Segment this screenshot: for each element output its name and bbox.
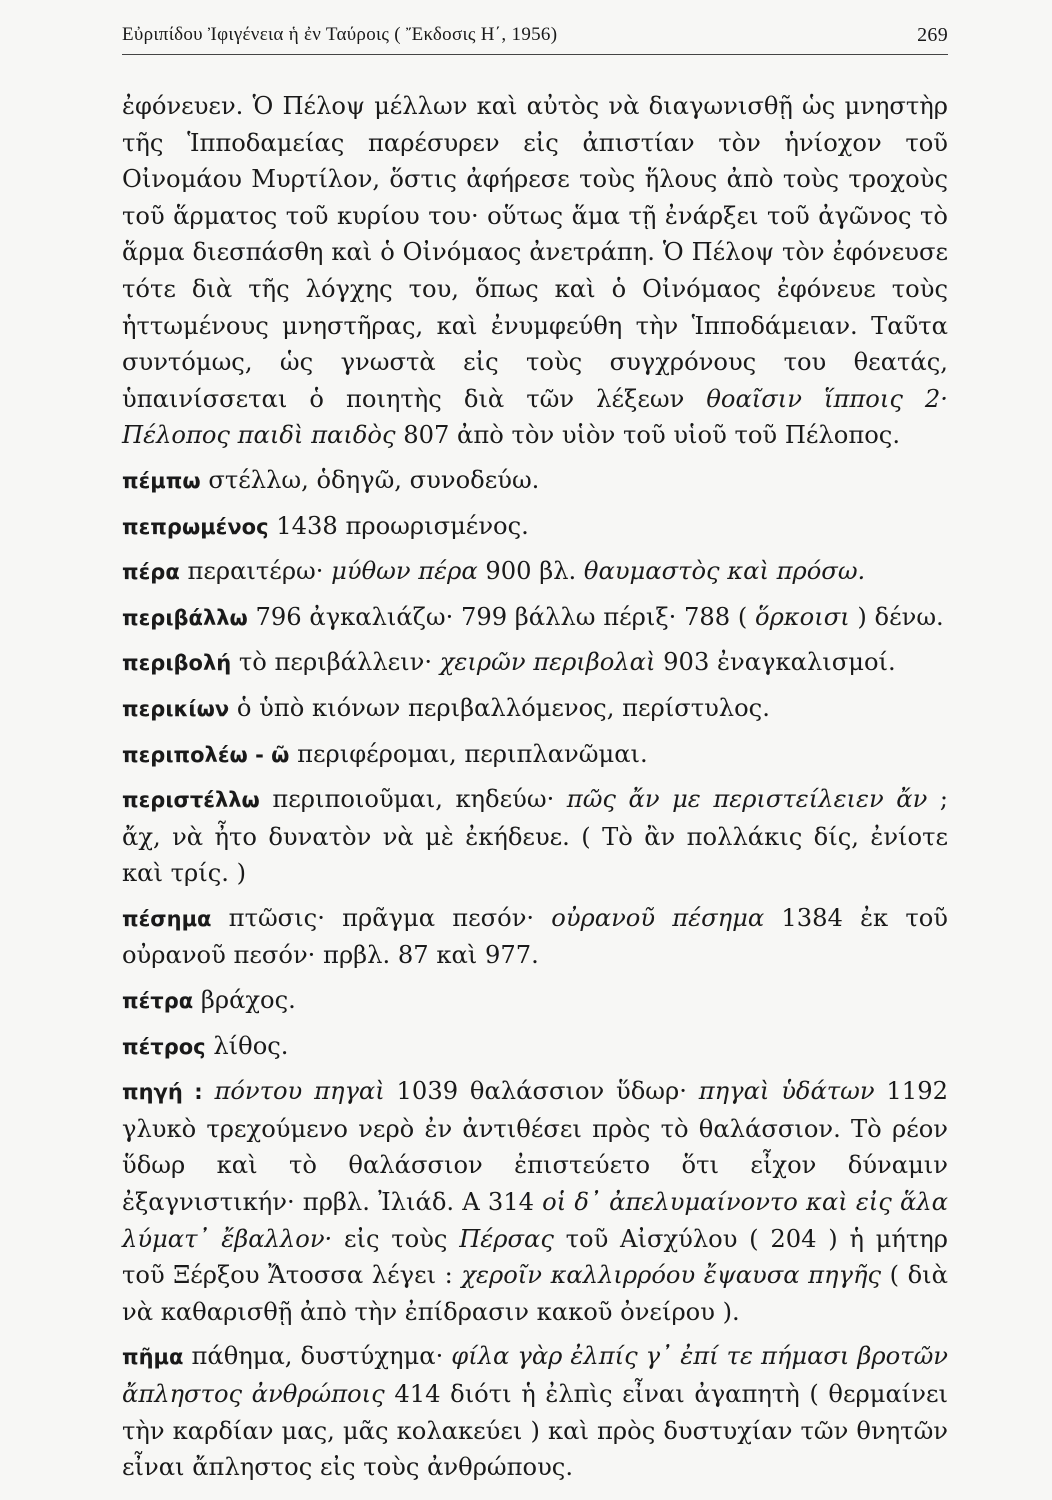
- header-rule: [122, 54, 948, 55]
- entry-pima: πῆμα πάθημα, δυστύχημα· φίλα γὰρ ἐλπίς γ᾽ ἐπί τε πήμασι βροτῶν ἄπληστος ἀνθρώποις 414 διότι ἡ ἐλπὶς εἶναι ἀγαπητὴ ( θερμαίνει τὴν καρδίαν μας, μᾶς κολακεύει ) καὶ πρὸς δυστυχίαν τῶν θνητῶν εἶναι ἄπληστος εἰς τοὺς ἀνθρώπους.: [122, 1342, 948, 1482]
- running-title: Εὐριπίδου Ἰφιγένεια ἡ ἐν Ταύροις ( Ἔκδοσις Η΄, 1956): [122, 24, 558, 45]
- entry-pesima: πέσημα πτῶσις· πρᾶγμα πεσόν· οὐρανοῦ πέσημα 1384 ἐκ τοῦ οὐρανοῦ πεσόν· πρβλ. 87 καὶ 977.: [122, 903, 948, 970]
- headword: πηγή :: [122, 1080, 203, 1105]
- intro-paragraph: ἐφόνευεν. Ὁ Πέλοψ μέλλων καὶ αὐτὸς νὰ διαγωνισθῇ ὡς μνηστὴρ τῆς Ἱπποδαμείας παρέσυρεν εἰς ἀπιστίαν τὸν ἡνίοχον τοῦ Οἰνομάου Μυρτίλον, ὅστις ἀφήρεσε τοὺς ἥλους ἀπὸ τοὺς τροχοὺς τοῦ ἅρματος τοῦ κυρίου του· οὕτως ἅμα τῇ ἐνάρξει τοῦ ἀγῶνος τὸ ἅρμα διεσπάσθη καὶ ὁ Οἰνόμαος ἀνετράπη. Ὁ Πέλοψ τὸν ἐφόνευσε τότε διὰ τῆς λόγχης του, ὅπως καὶ ὁ Οἰνόμαος ἐφόνευε τοὺς ἡττωμένους μνηστῆρας, καὶ ἐνυμφεύθη τὴν Ἱπποδάμειαν. Ταῦτα συντόμως, ὡς γνωστὰ εἰς τοὺς συγχρόνους του θεατάς, ὑπαινίσσεται ὁ ποιητὴς διὰ τῶν λέξεων θοαῖσιν ἵπποις 2· Πέλοπος παιδὶ παιδὸς 807 ἀπὸ τὸν υἱὸν τοῦ υἱοῦ τοῦ Πέλοπος.: [122, 92, 948, 450]
- headword: περιπολέω - ῶ: [122, 742, 290, 767]
- headword: περικίων: [122, 696, 230, 721]
- headword: πέτρα: [122, 989, 194, 1014]
- headword: πεπρωμένος: [122, 514, 269, 539]
- entry-pepromenos: πεπρωμένος 1438 προωρισμένος.: [122, 511, 529, 540]
- page-number: 269: [917, 23, 948, 46]
- headword: περιστέλλω: [122, 788, 260, 813]
- headword: περιβάλλω: [122, 605, 248, 630]
- entry-perikion: περικίων ὁ ὑπὸ κιόνων περιβαλλόμενος, περίστυλος.: [122, 693, 770, 722]
- entry-petros: πέτρος λίθος.: [122, 1031, 289, 1060]
- entry-peristello: περιστέλλω περιποιοῦμαι, κηδεύω· πῶς ἄν με περιστείλειεν ἄν ; ἄχ, νὰ ἦτο δυνατὸν νὰ μὲ ἐκήδευε. ( Τὸ ἂν πολλάκις δίς, ἐνίοτε καὶ τρίς. ): [122, 785, 948, 888]
- entry-pigi: πηγή : πόντου πηγαὶ 1039 θαλάσσιον ὕδωρ· πηγαὶ ὑδάτων 1192 γλυκὸ τρεχούμενο νερὸ ἐν ἀντιθέσει πρὸς τὸ θαλάσσιον. Τὸ ρέον ὕδωρ καὶ τὸ θαλάσσιον ἐπιστεύετο ὅτι εἶχον δύναμιν ἐξαγνιστικήν· πρβλ. Ἰλιάδ. Α 314 οἱ δ᾽ ἀπελυμαίνοντο καὶ εἰς ἅλα λύματ᾽ ἔβαλλον· εἰς τοὺς Πέρσας τοῦ Αἰσχύλου ( 204 ) ἡ μήτηρ τοῦ Ξέρξου Ἄτοσσα λέγει : χεροῖν καλλιρρόου ἔψαυσα πηγῆς ( διὰ νὰ καθαρισθῇ ἀπὸ τὴν ἐπίδρασιν κακοῦ ὀνείρου ).: [122, 1077, 948, 1326]
- headword: πῆμα: [122, 1345, 184, 1370]
- running-head: [122, 20, 948, 50]
- entry-pempo: πέμπω στέλλω, ὁδηγῶ, συνοδεύω.: [122, 465, 540, 494]
- entry-periboli: περιβολή τὸ περιβάλλειν· χειρῶν περιβολαὶ 903 ἐναγκαλισμοί.: [122, 648, 896, 677]
- headword: πέσημα: [122, 906, 212, 931]
- entry-pera: πέρα περαιτέρω· μύθων πέρα 900 βλ. θαυμαστὸς καὶ πρόσω.: [122, 557, 866, 586]
- entry-peripoleo: περιπολέω - ῶ περιφέρομαι, περιπλανῶμαι.: [122, 739, 648, 768]
- entry-periballo: περιβάλλω 796 ἀγκαλιάζω· 799 βάλλω πέριξ· 788 ( ὅρκοισι ) δένω.: [122, 602, 944, 631]
- headword: περιβολή: [122, 651, 232, 676]
- headword: πέμπω: [122, 468, 201, 493]
- glossary-body: [122, 88, 948, 1486]
- headword: πέρα: [122, 560, 180, 585]
- headword: πέτρος: [122, 1034, 206, 1059]
- entry-petra: πέτρα βράχος.: [122, 986, 296, 1015]
